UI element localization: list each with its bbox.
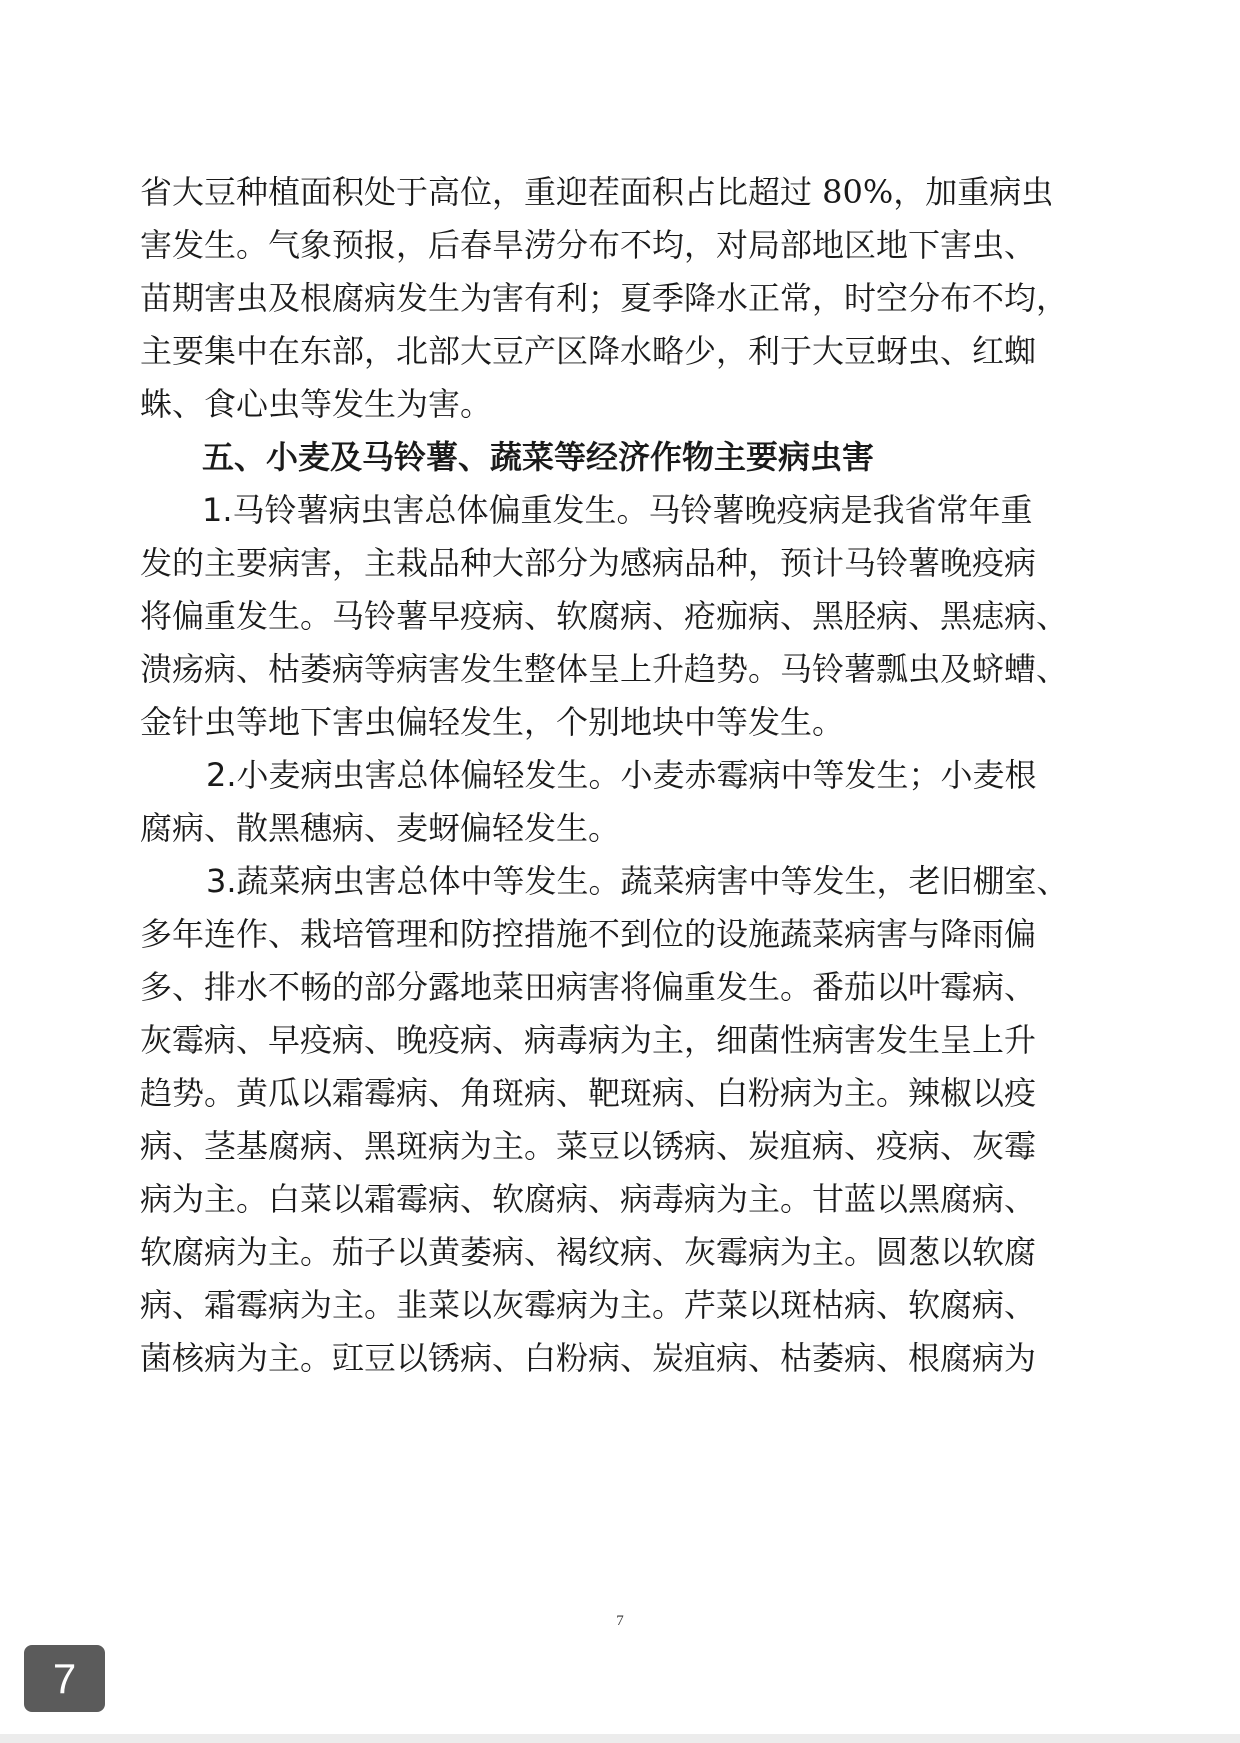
paragraph-line: 发的主要病害，主栽品种大部分为感病品种，预计马铃薯晚疫病	[140, 544, 1037, 582]
viewer-bottom-strip	[0, 1734, 1240, 1743]
item-lead: 3.蔬菜病虫害总体中等发生。	[206, 862, 621, 900]
paragraph-line: 病、霜霉病为主。韭菜以灰霉病为主。芹菜以斑枯病、软腐病、	[140, 1286, 1037, 1324]
paragraph-line: 多、排水不畅的部分露地菜田病害将偏重发生。番茄以叶霉病、	[140, 968, 1037, 1006]
paragraph-line: 腐病、散黑穗病、麦蚜偏轻发生。	[140, 809, 621, 847]
item-text: 小麦赤霉病中等发生；小麦根	[620, 756, 1037, 794]
item-text: 蔬菜病害中等发生，老旧棚室、	[620, 862, 1069, 900]
item-lead: 1.马铃薯病虫害总体偏重发生。	[202, 491, 649, 529]
item-first-line	[206, 755, 1037, 795]
page-indicator-badge[interactable]: 7	[24, 1645, 105, 1712]
paragraph-line: 菌核病为主。豇豆以锈病、白粉病、炭疽病、枯萎病、根腐病为	[140, 1339, 1037, 1377]
paragraph-line: 病为主。白菜以霜霉病、软腐病、病毒病为主。甘蓝以黑腐病、	[140, 1180, 1037, 1218]
paragraph-line: 主要集中在东部，北部大豆产区降水略少，利于大豆蚜虫、红蜘	[140, 332, 1037, 370]
paragraph-line: 害发生。气象预报，后春旱涝分布不均，对局部地区地下害虫、	[140, 226, 1037, 264]
item-text: 马铃薯晚疫病是我省常年重	[648, 491, 1033, 529]
paragraph-line: 蛛、食心虫等发生为害。	[140, 385, 493, 423]
paragraph-line: 溃疡病、枯萎病等病害发生整体呈上升趋势。马铃薯瓢虫及蛴螬、	[140, 650, 1069, 688]
paragraph-line: 金针虫等地下害虫偏轻发生，个别地块中等发生。	[140, 703, 845, 741]
paragraph-line: 省大豆种植面积处于高位，重迎茬面积占比超过 80%，加重病虫	[140, 173, 1054, 211]
item-first-line	[202, 490, 1033, 530]
paragraph-line: 灰霉病、早疫病、晚疫病、病毒病为主，细菌性病害发生呈上升	[140, 1021, 1037, 1059]
paragraph-line: 多年连作、栽培管理和防控措施不到位的设施蔬菜病害与降雨偏	[140, 915, 1037, 953]
item-first-line	[206, 861, 1069, 901]
paragraph-line: 趋势。黄瓜以霜霉病、角斑病、靶斑病、白粉病为主。辣椒以疫	[140, 1074, 1037, 1112]
item-lead: 2.小麦病虫害总体偏轻发生。	[206, 756, 621, 794]
section-heading: 五、小麦及马铃薯、蔬菜等经济作物主要病虫害	[202, 438, 875, 476]
paragraph-line: 病、茎基腐病、黑斑病为主。菜豆以锈病、炭疽病、疫病、灰霉	[140, 1127, 1037, 1165]
paragraph-line: 苗期害虫及根腐病发生为害有利；夏季降水正常，时空分布不均，	[140, 279, 1069, 317]
page-number: 7	[616, 1613, 624, 1629]
paragraph-line: 将偏重发生。马铃薯早疫病、软腐病、疮痂病、黑胫病、黑痣病、	[140, 597, 1069, 635]
paragraph-line: 软腐病为主。茄子以黄萎病、褐纹病、灰霉病为主。圆葱以软腐	[140, 1233, 1037, 1271]
